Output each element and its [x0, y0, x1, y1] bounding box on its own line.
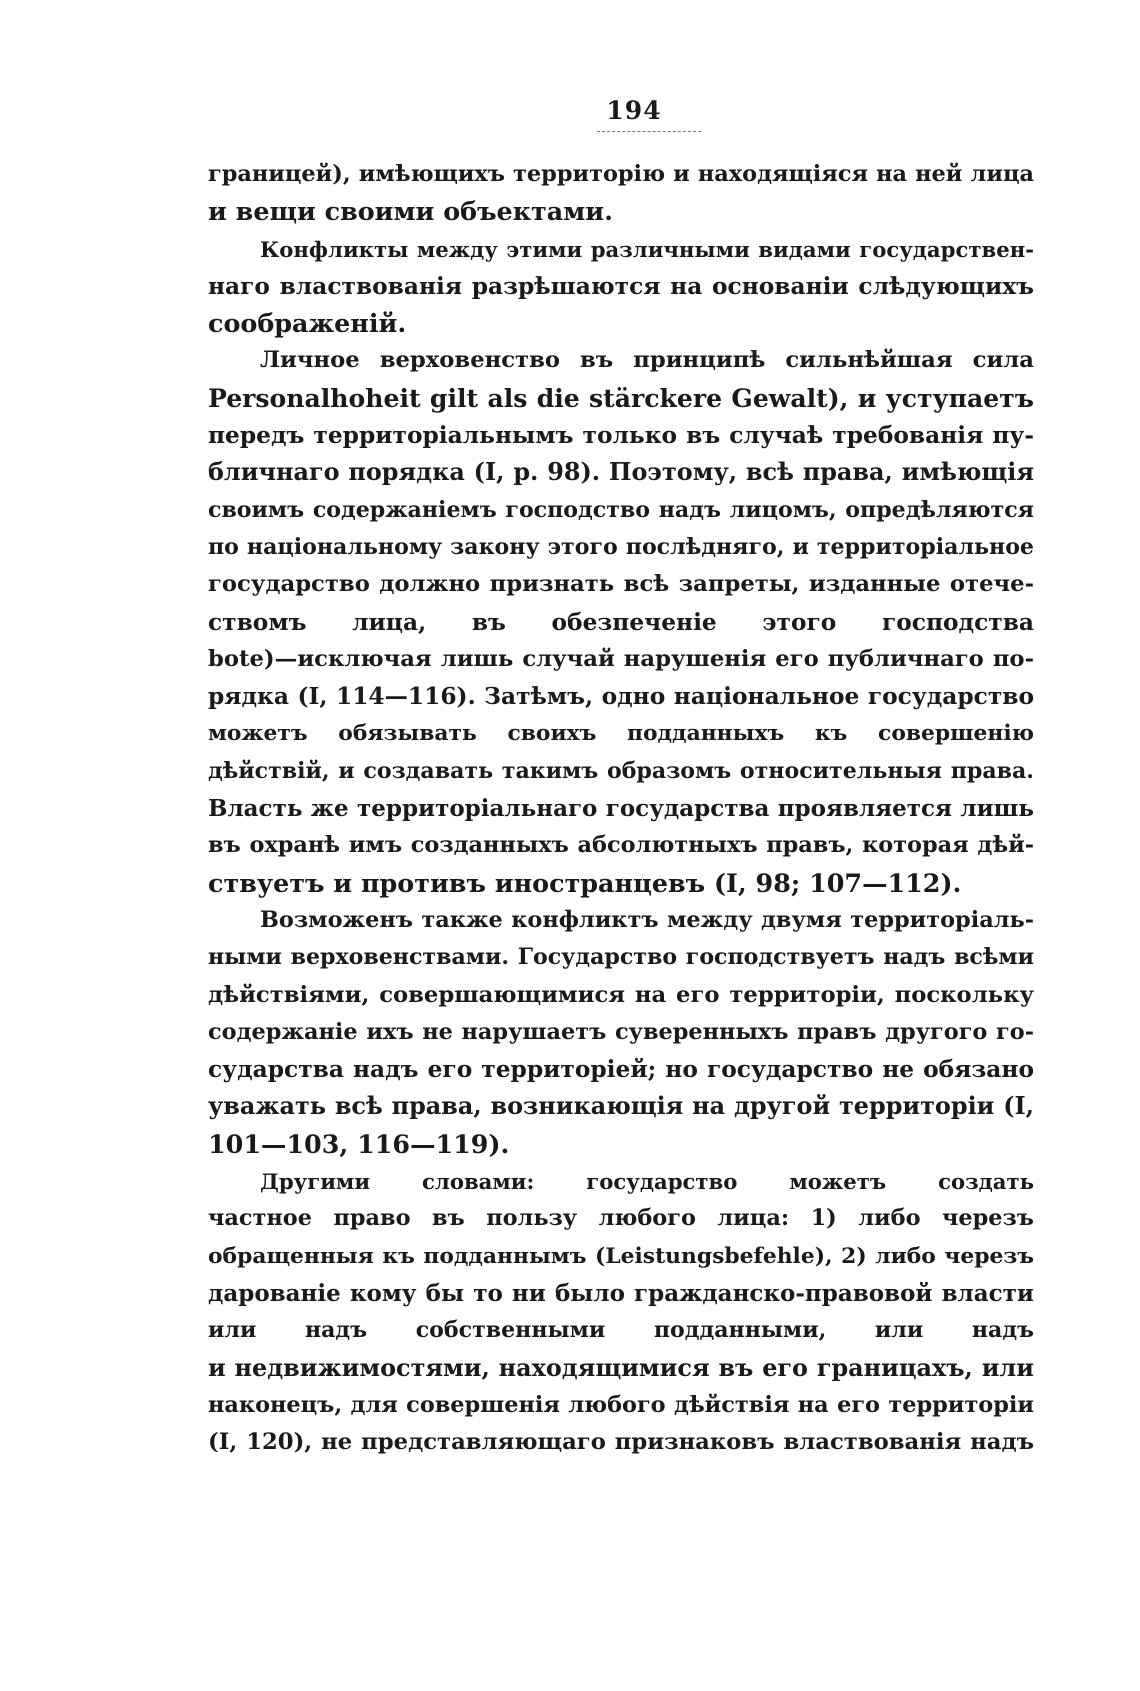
text-line: передъ территоріальнымъ только въ случаѣ требованія пу- — [208, 422, 1034, 450]
text-line: рядка (I, 114—116). Затѣмъ, одно національное государство — [208, 683, 1034, 711]
text-line: Другими словами: государство можетъ создать — [260, 1169, 1034, 1195]
page-number: 194 — [606, 96, 662, 125]
text-line: обращенныя къ подданнымъ (Leistungsbefehle), 2) либо черезъ — [208, 1243, 1034, 1269]
text-line: своимъ содержаніемъ господство надъ лицомъ, опредѣляются — [208, 496, 1034, 523]
text-line: ными верховенствами. Государство господствуетъ надъ всѣми — [208, 944, 1034, 971]
text-line: (I, 120), не представляющаго признаковъ властвованія надъ — [208, 1429, 1034, 1456]
text-line: государство должно признать всѣ запреты, изданные отече- — [208, 571, 1034, 598]
text-line: частное право въ пользу любого лица: 1) либо черезъ — [208, 1205, 1034, 1232]
text-line: Власть же территоріальнаго государства проявляется лишь — [208, 795, 1034, 823]
text-line: Возможенъ также конфликтъ между двумя территоріаль- — [260, 906, 1034, 933]
text-line: можетъ обязывать своихъ подданныхъ къ совершенію — [208, 721, 1034, 747]
text-line: дѣйствій, и создавать такимъ образомъ относительныя права. — [208, 757, 1034, 784]
text-line: соображеній. — [208, 308, 407, 339]
text-line: Личное верховенство въ принципѣ сильнѣйшая сила — [260, 347, 1034, 374]
text-line: Personalhoheit gilt als die stärckere Gewalt), и уступаетъ — [208, 382, 1034, 413]
body-text — [208, 156, 1034, 1461]
text-line: ствуетъ и противъ иностранцевъ (I, 98; 107—112). — [208, 867, 962, 898]
text-line: уважать всѣ права, возникающія на другой территоріи (I, — [208, 1092, 1034, 1121]
text-line: бличнаго порядка (I, p. 98). Поэтому, всѣ права, имѣющія — [208, 458, 1034, 487]
text-line: и недвижимостями, находящимися въ его границахъ, или — [208, 1353, 1034, 1382]
text-line: сударства надъ его территоріей; но государство не обязано — [208, 1056, 1034, 1084]
text-line: Конфликты между этими различными видами государствен- — [260, 236, 1034, 262]
text-line: наго властвованія разрѣшаются на основаніи слѣдующихъ — [208, 272, 1034, 300]
page-number-rule — [597, 131, 701, 132]
text-line: наконецъ, для совершенія любого дѣйствія на его территоріи — [208, 1391, 1034, 1418]
text-line: 101—103, 116—119). — [208, 1128, 510, 1159]
text-line: въ охранѣ имъ созданныхъ абсолютныхъ правъ, которая дѣй- — [208, 832, 1034, 859]
text-line: дарованіе кому бы то ни было гражданско-правовой власти — [208, 1279, 1034, 1307]
book-page — [208, 96, 1034, 1461]
text-line: содержаніе ихъ не нарушаетъ суверенныхъ правъ другого го- — [208, 1018, 1034, 1045]
text-line: границей), имѣющихъ территорію и находящіяся на ней лица — [208, 161, 1034, 187]
text-line: и вещи своими объектами. — [208, 196, 613, 227]
text-line: bote)—исключая лишь случай нарушенія его публичнаго по- — [208, 645, 1034, 672]
text-line: или надъ собственными подданными, или надъ — [208, 1317, 1034, 1344]
text-line: дѣйствіями, совершающимися на его территоріи, поскольку — [208, 981, 1034, 1008]
text-line: по національному закону этого послѣдняго, и территоріальное — [208, 533, 1034, 560]
text-line: ствомъ лица, въ обезпеченіе этого господства — [208, 608, 1034, 636]
